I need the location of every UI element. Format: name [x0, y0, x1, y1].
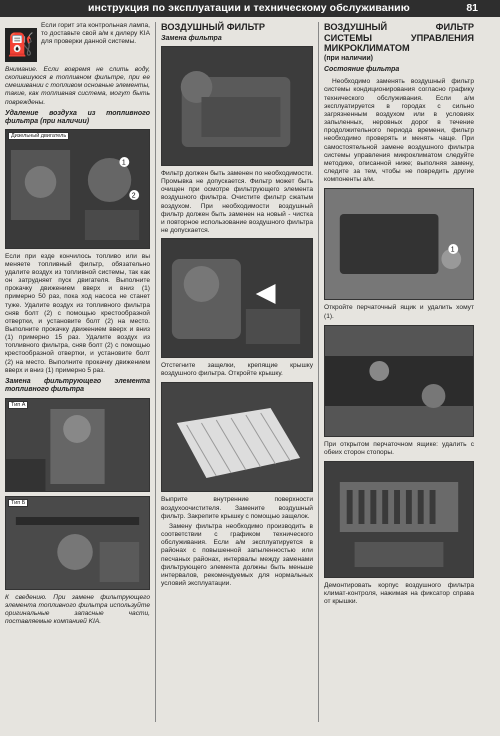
filter-housing-photo	[324, 461, 474, 578]
column-3	[324, 22, 474, 606]
column-2	[161, 22, 313, 588]
climate-text-4: Демонтировать корпус воздушного фильтра климат-контроля, нажимая на фиксатор справа от крышки.	[324, 581, 474, 606]
photo-label: Дизельный двигатель	[8, 132, 69, 140]
air-filter-latches-photo	[161, 238, 313, 358]
note-text: К сведению. При замене фильтрующего элемента топливного фильтра используйте оригинальные запасные части, поставляемые компанией KIA.	[5, 593, 150, 626]
header-title: инструкция по эксплуатации и техническому обслуживанию	[88, 2, 410, 14]
photo-label: Тип А	[8, 401, 28, 409]
air-filter-element-photo	[161, 382, 313, 492]
replace-filter-subtitle: Замена фильтра	[161, 34, 222, 42]
if-equipped-note: (при наличии)	[324, 54, 373, 62]
filter-text-4: Замену фильтра необходимо производить в соответствии с графиком технического обслуживания. Если а/м эксплуатируется в районах с повышенной запыленностью или песчаных районах, интервалы между заменами фильтрующего элемента должны быть меньше интервалов, рекомендуемых для нормальных условий эксплуатации.	[161, 522, 313, 588]
glovebox-photo	[324, 188, 474, 300]
engine-photo	[5, 129, 150, 249]
filter-text-2: Отстегните защелки, крепящие крышку воздушного фильтра. Откройте крышку.	[161, 362, 313, 378]
column-divider	[318, 22, 319, 722]
climate-filter-title: ВОЗДУШНЫЙ ФИЛЬТР СИСТЕМЫ УПРАВЛЕНИЯ МИКРОКЛИМАТОМ	[324, 22, 474, 53]
body-text: Если при езде кончилось топливо или вы меняете топливный фильтр, обязательно удалите воздух из топливной системы, так как он затрудняет пуск двигателя. Выполните прокачку движением вверх и вниз (1) примерно 50 раз, пока ход насоса не станет туже. Удалите воздух из топливного фильтра сняв болт (2) с помощью крестообразной отвертки, и установите болт (2) на место. Выполните прокачку движением вверх и вниз (1) примерно 15 раз. Удалите воздух из топливного фильтра, сняв болт (2) с помощью крестообразной отвертки, и установите болт (2) на место. Выполните прокачку движением вверх и вниз (1) примерно 5 раз.	[5, 252, 150, 374]
section-title: Удаление воздуха из топливного фильтра (при наличии)	[5, 109, 150, 126]
glovebox-stoppers-photo	[324, 325, 474, 437]
column-divider	[155, 22, 156, 722]
filter-type-b-photo	[5, 496, 150, 590]
page-number: 81	[466, 2, 478, 14]
filter-type-a-photo	[5, 398, 150, 492]
svg-text:2: 2	[131, 192, 136, 200]
filter-text-1: Фильтр должен быть заменен по необходимости. Промывка не допускается. Фильтр может быть очищен при осмотре фильтрующего элемента воздушного фильтра. Очистите фильтр сжатым воздухом. При необходимости воздушный фильтр должен быть заменен на новый - чистка и повторное использование воздушного фильтра не допускается.	[161, 169, 313, 234]
air-filter-photo	[161, 46, 313, 166]
intro-text: Если горит эта контрольная лампа, то доставьте свой а/м к дилеру KIA для проверки данной системы.	[41, 22, 150, 46]
page-header	[0, 0, 500, 17]
climate-text-1: Необходимо заменять воздушный фильтр системы кондиционирования согласно графику технического обслуживания. Если а/м эксплуатируется в городах с сильно загрязненным воздухом или в условиях запыленных, неровных дорог в течение продолжительного периода времени, фильтр необходимо проверять и менять чаще. При самостоятельной замене воздушного фильтра системы управления микроклиматом следуйте методике, описанной ниже; выполняя замену, следите за тем, чтобы не повредить другие компоненты а/м.	[324, 78, 474, 184]
warning-lamp-icon: ⛽	[5, 28, 37, 62]
svg-text:1: 1	[450, 246, 455, 254]
svg-text:1: 1	[121, 159, 126, 167]
climate-text-3: При открытом перчаточном ящике: удалить с обеих сторон стопоры.	[324, 440, 474, 456]
subsection-title: Замена фильтрующего элемента топливного фильтра	[5, 377, 150, 394]
photo-label: Тип Б	[8, 499, 28, 507]
filter-text-3: Выприте внутренние поверхности воздухоочистителя. Замените воздушный фильтр. Закрепите крышку с помощью защелок.	[161, 496, 313, 520]
filter-state-subtitle: Состояние фильтра	[324, 65, 400, 73]
column-1	[5, 22, 150, 626]
attention-text: Внимание. Если вовремя не слить воду, скопившуюся в топливном фильтре, при ее смешивании с топливом основные элементы, такие, как топливная система, могут быть повреждены.	[5, 66, 151, 106]
air-filter-title: ВОЗДУШНЫЙ ФИЛЬТР	[161, 22, 266, 32]
climate-text-2: Откройте перчаточный ящик и удалить хомут (1).	[324, 304, 474, 320]
